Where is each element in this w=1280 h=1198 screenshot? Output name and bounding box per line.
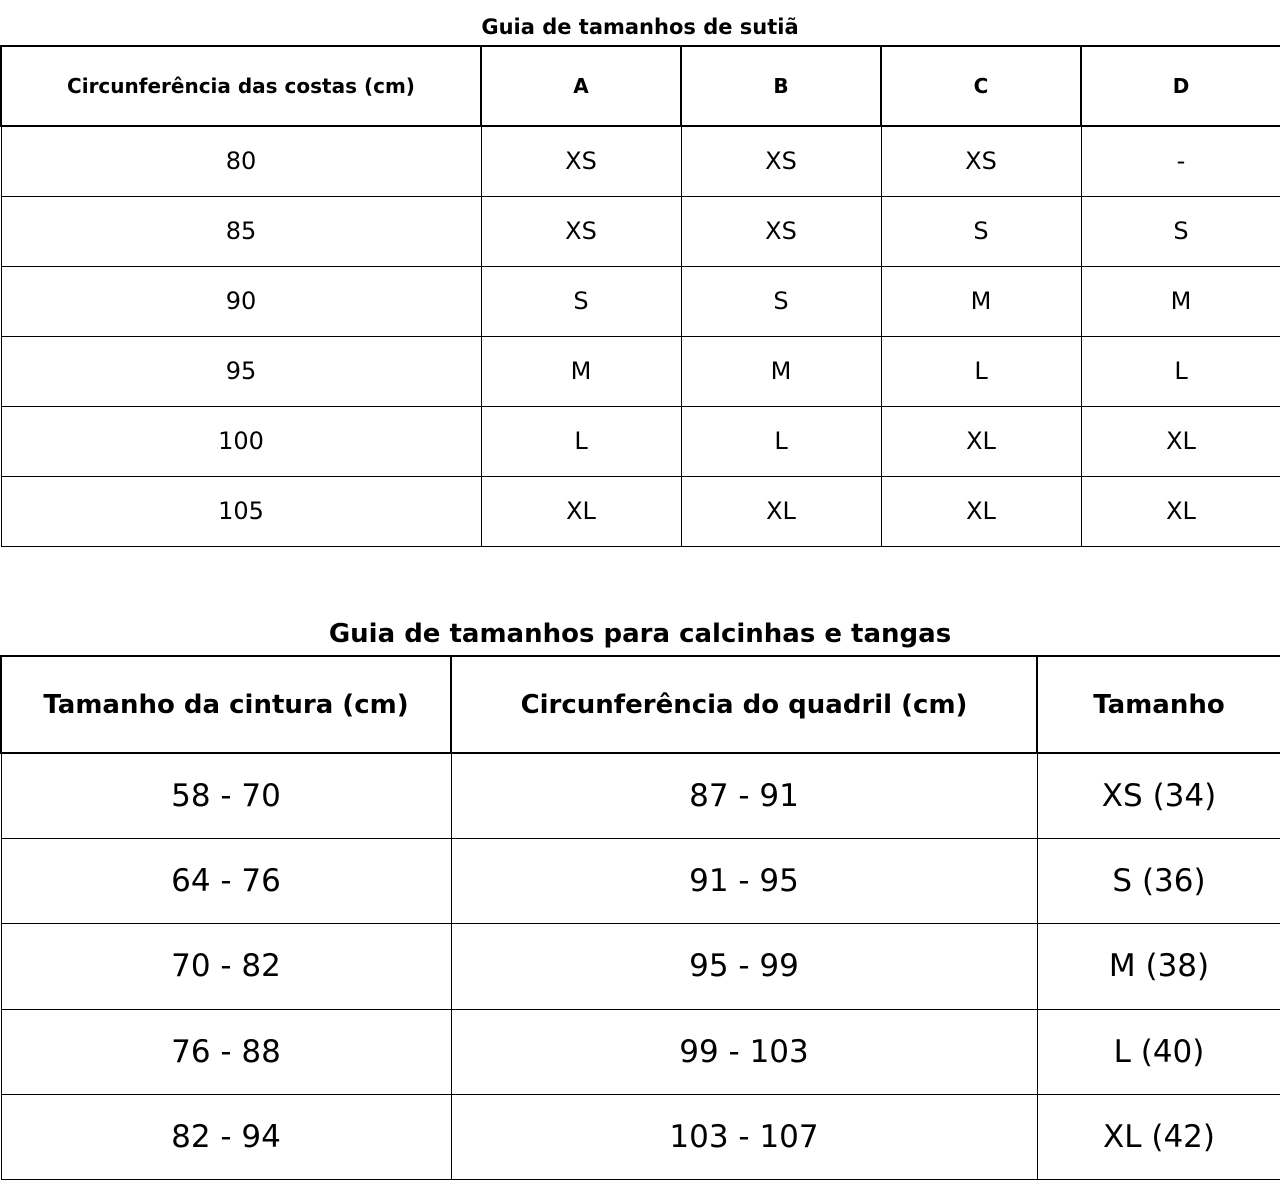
table-row: [1, 126, 1280, 196]
column-header-cup-b: B: [681, 46, 881, 126]
table-header-row: [1, 46, 1280, 126]
table-header-row: [1, 656, 1280, 753]
table-cell: S: [881, 196, 1081, 266]
table-cell: 99 - 103: [451, 1009, 1037, 1094]
table-cell: 87 - 91: [451, 753, 1037, 838]
table-cell: XL (42): [1037, 1095, 1280, 1180]
table-cell: 58 - 70: [1, 753, 451, 838]
table-row: [1, 1095, 1280, 1180]
table-cell: 91 - 95: [451, 838, 1037, 923]
table-row: [1, 924, 1280, 1009]
table-cell: 85: [1, 196, 481, 266]
table-cell: XL: [1081, 476, 1280, 546]
table-cell: XS: [681, 126, 881, 196]
table-cell: XS: [681, 196, 881, 266]
table-cell: 105: [1, 476, 481, 546]
table-cell: L (40): [1037, 1009, 1280, 1094]
table-cell: XS: [481, 196, 681, 266]
table-cell: XL: [681, 476, 881, 546]
bra-size-table: [0, 45, 1280, 547]
table-cell: M (38): [1037, 924, 1280, 1009]
column-header-cup-a: A: [481, 46, 681, 126]
table-cell: M: [481, 336, 681, 406]
table-cell: M: [881, 266, 1081, 336]
table-cell: XL: [881, 476, 1081, 546]
column-header-waist-size: Tamanho da cintura (cm): [1, 656, 451, 753]
table-row: [1, 406, 1280, 476]
table-cell: XS: [481, 126, 681, 196]
table-cell: L: [481, 406, 681, 476]
column-header-size: Tamanho: [1037, 656, 1280, 753]
table-cell: 103 - 107: [451, 1095, 1037, 1180]
table-row: [1, 753, 1280, 838]
table-row: [1, 838, 1280, 923]
table-cell: 64 - 76: [1, 838, 451, 923]
column-header-back-circumference: Circunferência das costas (cm): [1, 46, 481, 126]
table-cell: S: [481, 266, 681, 336]
table-cell: S: [681, 266, 881, 336]
table-cell: XL: [1081, 406, 1280, 476]
table-row: [1, 336, 1280, 406]
table-cell: XS: [881, 126, 1081, 196]
bra-size-guide-title: Guia de tamanhos de sutiã: [481, 15, 799, 39]
table-cell: S: [1081, 196, 1280, 266]
column-header-cup-c: C: [881, 46, 1081, 126]
column-header-cup-d: D: [1081, 46, 1280, 126]
column-header-hip-circumference: Circunferência do quadril (cm): [451, 656, 1037, 753]
table-cell: L: [881, 336, 1081, 406]
table-row: [1, 266, 1280, 336]
table-cell: 76 - 88: [1, 1009, 451, 1094]
panty-size-table: [0, 655, 1280, 1180]
table-cell: 82 - 94: [1, 1095, 451, 1180]
table-cell: L: [681, 406, 881, 476]
table-cell: S (36): [1037, 838, 1280, 923]
table-cell: M: [681, 336, 881, 406]
table-row: [1, 1009, 1280, 1094]
table-cell: 80: [1, 126, 481, 196]
table-cell: 100: [1, 406, 481, 476]
table-row: [1, 196, 1280, 266]
table-row: [1, 476, 1280, 546]
table-cell: L: [1081, 336, 1280, 406]
table-cell: XL: [481, 476, 681, 546]
table-cell: 90: [1, 266, 481, 336]
table-cell: 95 - 99: [451, 924, 1037, 1009]
table-cell: XL: [881, 406, 1081, 476]
table-cell: 95: [1, 336, 481, 406]
panty-size-guide-title: Guia de tamanhos para calcinhas e tangas: [328, 619, 952, 649]
table-cell: M: [1081, 266, 1280, 336]
table-cell: -: [1081, 126, 1280, 196]
table-cell: 70 - 82: [1, 924, 451, 1009]
table-cell: XS (34): [1037, 753, 1280, 838]
